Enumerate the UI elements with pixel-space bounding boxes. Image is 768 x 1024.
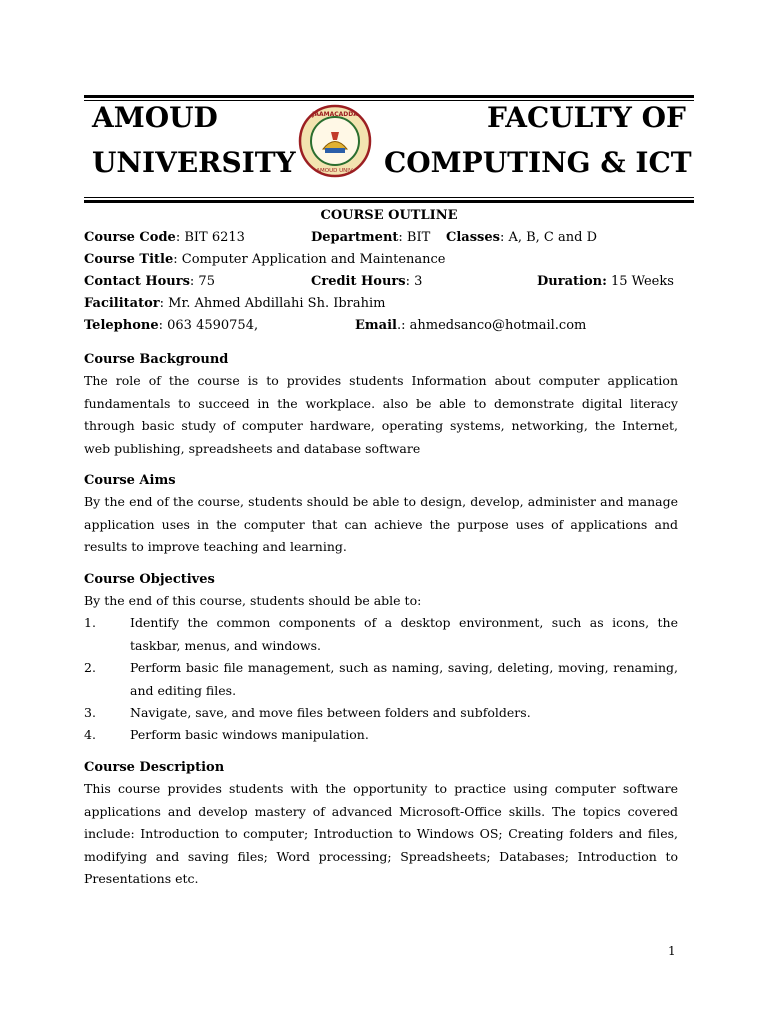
credit-hours-label: Credit Hours — [311, 274, 406, 289]
objective-number: 4. — [84, 727, 96, 742]
facilitator-value: : Mr. Ahmed Abdillahi Sh. Ibrahim — [159, 296, 386, 311]
objective-number: 2. — [84, 660, 96, 675]
university-name-line1: AMOUD — [92, 101, 218, 134]
credit-hours-value: : 3 — [405, 274, 423, 289]
telephone — [84, 317, 258, 335]
objective-number: 3. — [84, 705, 96, 720]
credit-hours — [311, 273, 422, 291]
department-label: Department — [311, 230, 399, 245]
background-text: The role of the course is to provides students Information about computer application fundamentals to succeed in the workplace. also be able to demonstrate digital literacy through basic study of computer hardware, operating systems, networking, the Internet, web publishing, spreadsheets and database software — [84, 373, 678, 456]
university-seal-logo — [298, 104, 372, 178]
page-number: 1 — [668, 944, 676, 958]
faculty-name-line1: FACULTY OF — [487, 101, 686, 134]
objectives-intro: By the end of this course, students should be able to: — [84, 593, 422, 608]
objective-item: Identify the common components of a desktop environment, such as icons, the taskbar, menus, and windows. — [130, 615, 678, 653]
contact-hours — [84, 273, 215, 291]
svg-text:JAAMACADDA: JAAMACADDA — [312, 111, 358, 118]
objective-item: Perform basic file management, such as naming, saving, deleting, moving, renaming, and editing files. — [130, 660, 678, 698]
header-top-rule — [84, 95, 694, 98]
aims-heading: Course Aims — [84, 473, 176, 488]
email-label: Email — [355, 318, 397, 333]
contact-hours-label: Contact Hours — [84, 274, 190, 289]
duration-value: 15 Weeks — [606, 274, 674, 289]
objective-number: 1. — [84, 615, 96, 630]
course-code-label: Course Code — [84, 230, 176, 245]
email — [355, 317, 586, 335]
course-title-label: Course Title — [84, 252, 174, 267]
description-heading: Course Description — [84, 760, 225, 775]
duration — [537, 273, 674, 291]
course-title-value: : Computer Application and Maintenance — [173, 252, 446, 267]
telephone-value: : 063 4590754, — [158, 318, 259, 333]
duration-label: Duration: — [537, 274, 607, 289]
email-value: .: ahmedsanco@hotmail.com — [396, 318, 587, 333]
svg-text:AMOUD UNIV.: AMOUD UNIV. — [316, 168, 354, 174]
header-bottom-rule — [84, 200, 694, 203]
telephone-label: Telephone — [84, 318, 159, 333]
department-value: : BIT — [398, 230, 431, 245]
university-name-line2: UNIVERSITY — [92, 146, 296, 179]
objective-item: Navigate, save, and move files between folders and subfolders. — [130, 705, 531, 720]
objective-item: Perform basic windows manipulation. — [130, 727, 369, 742]
department — [311, 229, 430, 247]
classes-label: Classes — [446, 230, 500, 245]
contact-hours-value: : 75 — [189, 274, 215, 289]
objectives-heading: Course Objectives — [84, 572, 215, 587]
facilitator-label: Facilitator — [84, 296, 160, 311]
facilitator — [84, 295, 386, 313]
course-title — [84, 251, 446, 269]
course-code-value: : BIT 6213 — [175, 230, 245, 245]
header-bottom-rule-thin — [84, 197, 694, 198]
course-code — [84, 229, 245, 247]
course-outline-title: COURSE OUTLINE — [320, 208, 458, 223]
aims-text: By the end of the course, students should be able to design, develop, administer and manage application uses in the computer that can achieve the purpose uses of applications and results to improve teaching and learning. — [84, 494, 678, 554]
faculty-name-line2: COMPUTING & ICT — [384, 146, 692, 179]
classes-value: : A, B, C and D — [499, 230, 597, 245]
classes — [446, 229, 597, 247]
background-heading: Course Background — [84, 352, 229, 367]
description-text: This course provides students with the opportunity to practice using computer software applications and develop mastery of advanced Microsoft-Office skills. The topics covered include: Introduction to computer; Introduction to Windows OS; Creating folders and files, modifying and saving files; Word processing; Spreadsheets; Databases; Introduction to Presentations etc. — [84, 781, 678, 886]
